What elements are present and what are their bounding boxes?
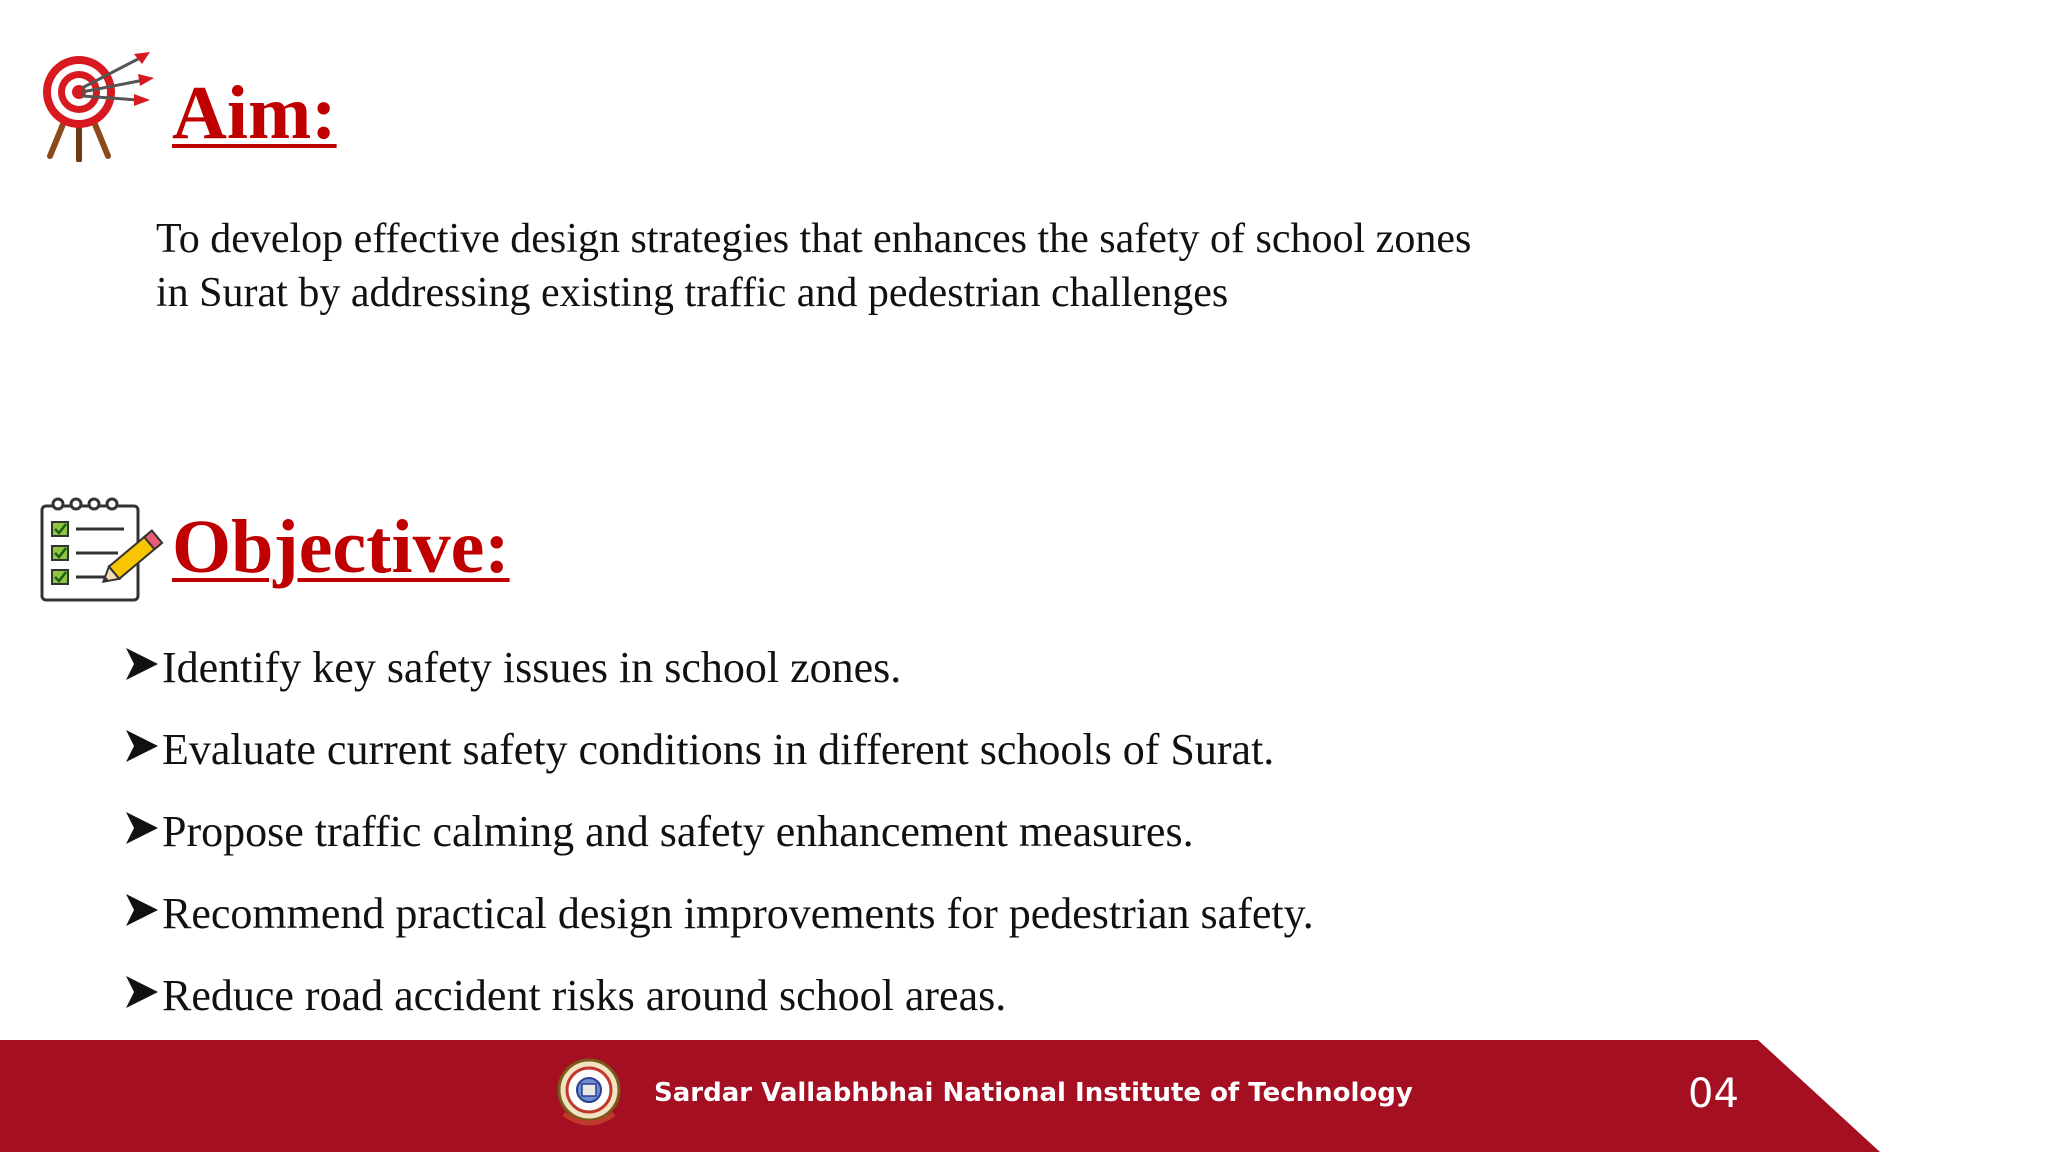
checklist-icon — [38, 496, 166, 604]
arrowhead-bullet-icon — [124, 890, 162, 930]
objective-item — [124, 636, 1624, 718]
aim-line-1: To develop effective design strategies that enhances the safety of school zones — [156, 216, 1472, 262]
aim-statement — [156, 212, 1636, 320]
page-number: 04 — [1688, 1071, 1739, 1117]
target-icon — [38, 52, 156, 162]
objective-item — [124, 882, 1624, 964]
objective-text: Propose traffic calming and safety enhancement measures. — [162, 807, 1194, 856]
arrowhead-bullet-icon — [124, 726, 162, 766]
institute-logo — [556, 1058, 622, 1130]
aim-heading: Aim: — [172, 71, 337, 155]
objective-text: Recommend practical design improvements for pedestrian safety. — [162, 889, 1314, 938]
arrowhead-bullet-icon — [124, 808, 162, 848]
arrowhead-bullet-icon — [124, 644, 162, 684]
objective-text: Identify key safety issues in school zones. — [162, 643, 902, 692]
footer-bar — [0, 1040, 2048, 1152]
objective-item — [124, 718, 1624, 800]
objective-list — [124, 636, 1624, 1046]
objective-item — [124, 800, 1624, 882]
objective-text: Evaluate current safety conditions in different schools of Surat. — [162, 725, 1275, 774]
institute-name: Sardar Vallabhbhai National Institute of Technology — [654, 1078, 1413, 1108]
objective-text: Reduce road accident risks around school areas. — [162, 971, 1007, 1020]
aim-line-2: in Surat by addressing existing traffic and pedestrian challenges — [156, 270, 1229, 316]
objective-item — [124, 964, 1624, 1046]
arrowhead-bullet-icon — [124, 972, 162, 1012]
objective-heading: Objective: — [172, 505, 510, 589]
